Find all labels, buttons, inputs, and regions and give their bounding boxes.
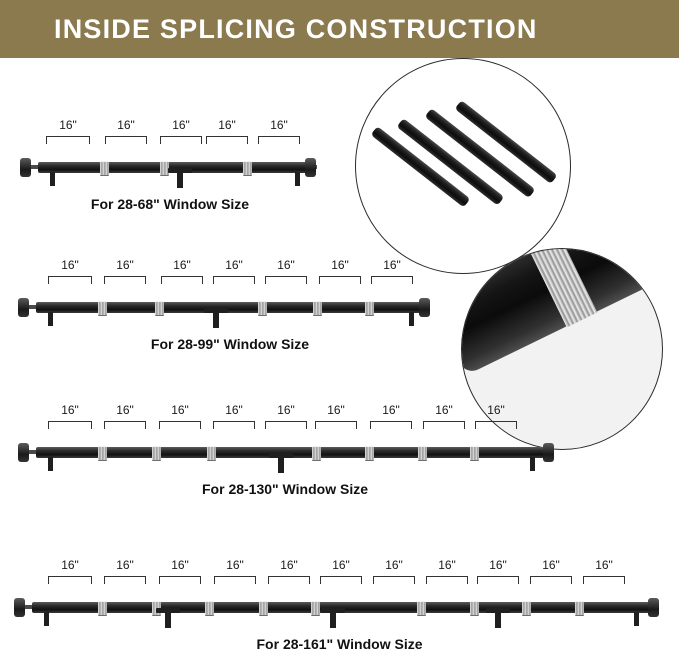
- segment-label: 16": [280, 558, 298, 572]
- diagram-caption: For 28-161" Window Size: [256, 636, 423, 652]
- center-bracket: [165, 612, 171, 628]
- diagram-caption: For 28-68" Window Size: [90, 196, 250, 212]
- center-bracket: [177, 172, 183, 188]
- side-bracket-right: [634, 612, 639, 626]
- segment-label: 16": [225, 403, 243, 417]
- neck-left: [25, 605, 32, 609]
- segment-label: 16": [226, 558, 244, 572]
- side-bracket-left: [44, 612, 49, 626]
- segment-label: 16": [487, 403, 505, 417]
- page-title: INSIDE SPLICING CONSTRUCTION: [54, 13, 538, 44]
- splice-sleeve: [575, 601, 584, 616]
- side-bracket-left: [48, 457, 53, 471]
- segment-label: 16": [171, 558, 189, 572]
- finial-left: [14, 598, 25, 617]
- splice-sleeve: [417, 601, 426, 616]
- finial-right: [648, 598, 659, 617]
- segment-label: 16": [173, 258, 191, 272]
- splice-sleeve: [98, 601, 107, 616]
- segment-label: 16": [542, 558, 560, 572]
- splice-sleeve: [152, 446, 161, 461]
- center-bracket: [330, 612, 336, 628]
- rod-assembly: [0, 148, 679, 194]
- splice-sleeve: [522, 601, 531, 616]
- segment-label: 16": [385, 558, 403, 572]
- segment-label: 16": [327, 403, 345, 417]
- segment-label: 16": [277, 403, 295, 417]
- segment-label: 16": [116, 258, 134, 272]
- splice-sleeve: [207, 446, 216, 461]
- diagram-28-99: [0, 258, 679, 352]
- measure-row: [0, 118, 679, 148]
- segment-label: 16": [59, 118, 77, 132]
- splice-sleeve: [470, 601, 479, 616]
- segment-label: 16": [225, 258, 243, 272]
- segment-label: 16": [435, 403, 453, 417]
- finial-left: [18, 443, 29, 462]
- finial-right: [419, 298, 430, 317]
- splice-sleeve: [205, 601, 214, 616]
- splice-sleeve: [365, 301, 374, 316]
- side-bracket-right: [530, 457, 535, 471]
- splice-sleeve: [418, 446, 427, 461]
- segment-label: 16": [116, 558, 134, 572]
- segment-label: 16": [171, 403, 189, 417]
- finial-right: [305, 158, 316, 177]
- side-bracket-left: [48, 312, 53, 326]
- finial-left: [18, 298, 29, 317]
- segment-label: 16": [332, 558, 350, 572]
- segment-label: 16": [383, 258, 401, 272]
- segment-label: 16": [61, 403, 79, 417]
- rod-assembly: [0, 588, 679, 634]
- segment-label: 16": [270, 118, 288, 132]
- segment-label: 16": [218, 118, 236, 132]
- diagram-caption: For 28-130" Window Size: [202, 481, 368, 497]
- center-bracket: [278, 457, 284, 473]
- rod-assembly: [0, 433, 679, 479]
- splice-sleeve: [311, 601, 320, 616]
- segment-label: 16": [117, 118, 135, 132]
- segment-label: 16": [438, 558, 456, 572]
- rod-assembly: [0, 288, 679, 334]
- splice-sleeve: [243, 161, 252, 176]
- splice-sleeve: [155, 301, 164, 316]
- diagram-caption: For 28-99" Window Size: [150, 336, 310, 352]
- side-bracket-left: [50, 172, 55, 186]
- splice-sleeve: [100, 161, 109, 176]
- segment-label: 16": [489, 558, 507, 572]
- diagram-28-130: [0, 403, 679, 497]
- side-bracket-right: [409, 312, 414, 326]
- splice-sleeve: [98, 301, 107, 316]
- finial-left: [20, 158, 31, 177]
- neck-left: [29, 450, 36, 454]
- segment-label: 16": [61, 258, 79, 272]
- side-bracket-right: [295, 172, 300, 186]
- splice-sleeve: [258, 301, 267, 316]
- splice-sleeve: [365, 446, 374, 461]
- measure-row: [0, 558, 679, 588]
- neck-left: [29, 305, 36, 309]
- measure-row: [0, 258, 679, 288]
- segment-label: 16": [116, 403, 134, 417]
- center-bracket: [495, 612, 501, 628]
- segment-label: 16": [277, 258, 295, 272]
- diagram-28-68: [0, 118, 679, 212]
- segment-label: 16": [382, 403, 400, 417]
- diagram-28-161: [0, 558, 679, 652]
- neck-left: [31, 165, 38, 169]
- finial-right: [543, 443, 554, 462]
- splice-sleeve: [259, 601, 268, 616]
- splice-sleeve: [313, 301, 322, 316]
- measure-row: [0, 403, 679, 433]
- splice-sleeve: [312, 446, 321, 461]
- segment-label: 16": [331, 258, 349, 272]
- header-band: [0, 0, 679, 58]
- splice-sleeve: [470, 446, 479, 461]
- center-bracket: [213, 312, 219, 328]
- segment-label: 16": [172, 118, 190, 132]
- segment-label: 16": [595, 558, 613, 572]
- splice-sleeve: [98, 446, 107, 461]
- segment-label: 16": [61, 558, 79, 572]
